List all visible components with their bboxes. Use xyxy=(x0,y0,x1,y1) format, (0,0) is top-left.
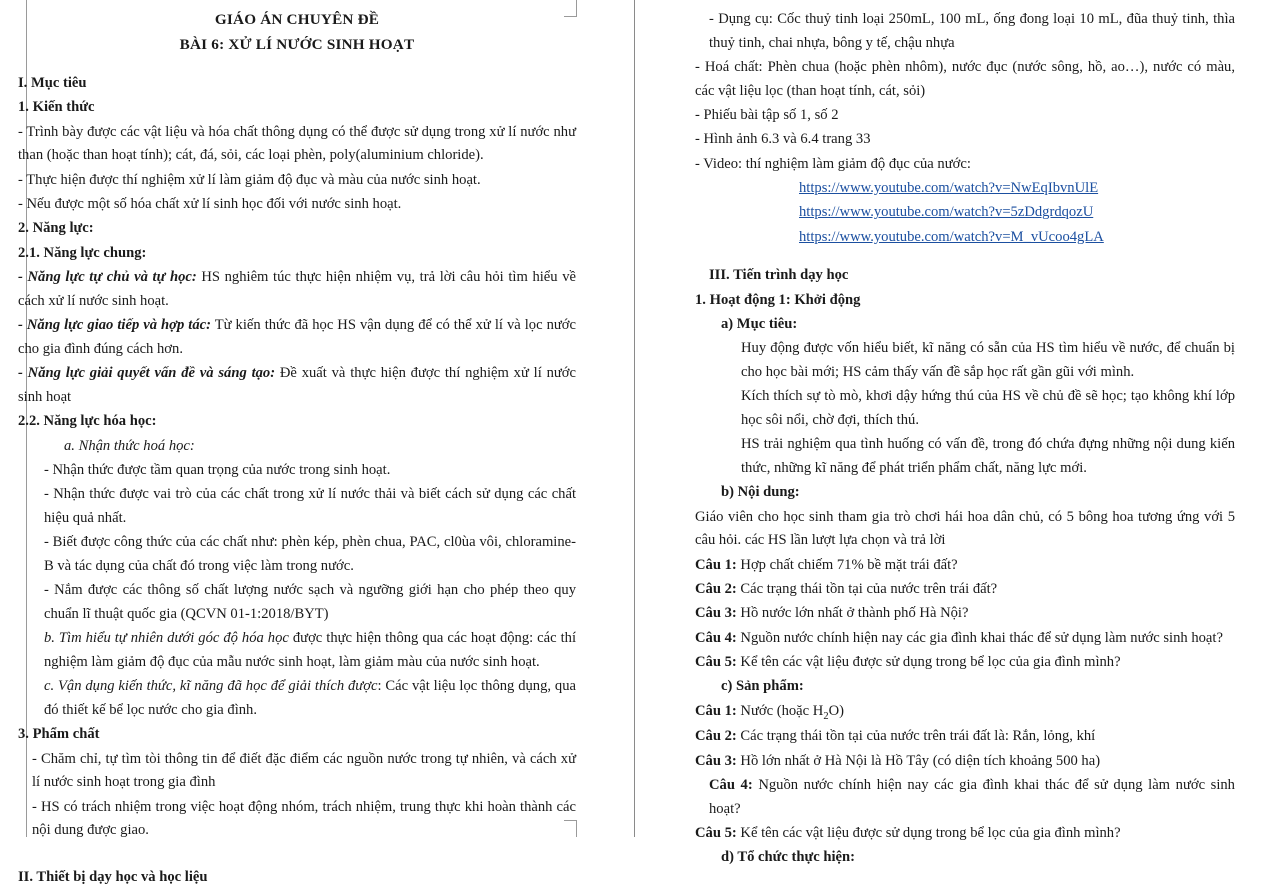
lead-van-dung-kien-thuc: c. Vận dụng kiến thức, kĩ năng đã học để giải thích được xyxy=(44,678,378,695)
para-kien-thuc-3: - Nếu được một số hóa chất xử lí sinh học đối với nước sinh hoạt. xyxy=(18,196,402,213)
para-pham-chat-1: - Chăm chỉ, tự tìm tòi thông tin để điết đặc điểm các nguồn nước trong tự nhiên, và cách xử lí nước sinh hoạt trong gia đình xyxy=(32,750,576,791)
question-4-label: Câu 4: xyxy=(695,629,737,646)
answer-2-label: Câu 2: xyxy=(695,728,737,745)
heading-noi-dung-b: b) Nội dung: xyxy=(721,484,800,501)
para-kien-thuc-2: - Thực hiện được thí nghiệm xử lí làm giảm độ đục và màu của nước sinh hoạt. xyxy=(18,171,481,188)
heading-thiet-bi-day-hoc: II. Thiết bị dạy học và học liệu xyxy=(18,868,208,885)
heading-nang-luc-hoa-hoc: 2.2. Năng lực hóa học: xyxy=(18,413,157,430)
question-1-label: Câu 1: xyxy=(695,556,737,573)
question-5 xyxy=(695,651,1235,675)
para-nang-luc-tu-chu xyxy=(18,266,576,313)
answer-3-label: Câu 3: xyxy=(695,752,737,769)
right-page-column xyxy=(634,0,1265,866)
heading-nang-luc-chung: 2.1. Năng lực chung: xyxy=(18,244,147,261)
video-link-2-row xyxy=(695,201,1235,225)
lead-nang-luc-giao-tiep: - Năng lực giao tiếp và hợp tác: xyxy=(18,317,211,334)
para-nhan-thuc-1: - Nhận thức được tầm quan trọng của nước trong sinh hoạt. xyxy=(44,461,391,478)
question-4 xyxy=(695,627,1235,651)
answer-1-text: Nước (hoặc H xyxy=(736,702,824,719)
video-link-3[interactable]: https://www.youtube.com/watch?v=M_vUcoo4gLA xyxy=(799,228,1104,245)
answer-2 xyxy=(695,725,1235,749)
answer-3 xyxy=(695,750,1235,774)
para-hoa-chat: - Hoá chất: Phèn chua (hoặc phèn nhôm), nước đục (nước sông, hồ, ao…), nước có màu, các vật liệu lọc (than hoạt tính, cát, sỏi) xyxy=(695,59,1235,99)
rest-nang-luc-giao-tiep: Từ kiến thức đã học HS vận dụng để có thể xử lí và lọc nước cho gia đình đúng cách hơn. xyxy=(18,317,576,357)
para-noi-dung-1: Giáo viên cho học sinh tham gia trò chơi hái hoa dân chủ, có 5 bông hoa tương ứng với 5 câu hỏi. các HS lần lượt lựa chọn và trả lời xyxy=(695,508,1235,549)
question-2-text: Các trạng thái tồn tại của nước trên trái đất? xyxy=(736,580,998,597)
video-link-1[interactable]: https://www.youtube.com/watch?v=NwEqIbvnUlE xyxy=(799,180,1099,197)
heading-muc-tieu-a: a) Mục tiêu: xyxy=(721,315,798,332)
para-van-dung-kien-thuc xyxy=(18,675,576,722)
answer-1-sub: 2 xyxy=(823,710,829,722)
answer-4-label: Câu 4: xyxy=(709,777,753,794)
para-hinh-anh: - Hình ảnh 6.3 và 6.4 trang 33 xyxy=(695,131,871,148)
answer-1-tail: O) xyxy=(828,702,844,719)
para-kien-thuc-1: - Trình bày được các vật liệu và hóa chất thông dụng có thể được sử dụng trong xử lí nước như than (hoặc than hoạt tính); cát, đá, sỏi, các loại phèn, poly(aluminium chloride). xyxy=(18,123,576,164)
question-2 xyxy=(695,578,1235,602)
left-column-spacer xyxy=(18,844,576,866)
para-muc-tieu-1: Huy động được vốn hiểu biết, kĩ năng có sẵn của HS tìm hiểu về nước, để chuẩn bị cho học bài mới; HS cảm thấy vấn đề sắp học rất gần gũi với mình. xyxy=(741,340,1235,380)
heading-nhan-thuc-hoa-hoc: a. Nhận thức hoá học: xyxy=(64,437,195,454)
title-line-2: BÀI 6: XỬ LÍ NƯỚC SINH HOẠT xyxy=(179,36,415,54)
rest-tim-hieu-tu-nhien: được thực hiện thông qua các hoạt động: các thí nghiệm làm giảm độ đục của mẫu nước sinh hoạt, làm giảm màu của nước sinh hoạt. xyxy=(44,630,577,670)
para-nhan-thuc-2: - Nhận thức được vai trò của các chất trong xử lí nước thải và biết cách sử dụng các chất hiệu quả nhất. xyxy=(44,486,576,526)
question-1-text: Hợp chất chiếm 71% bề mặt trái đất? xyxy=(736,556,958,573)
para-nang-luc-giai-quyet xyxy=(18,362,576,409)
video-link-2[interactable]: https://www.youtube.com/watch?v=5zDdgrdqozU xyxy=(799,204,1094,221)
lead-tim-hieu-tu-nhien: b. Tìm hiểu tự nhiên dưới góc độ hóa học xyxy=(44,630,289,647)
question-4-text: Nguồn nước chính hiện nay các gia đình khai thác để sử dụng làm nước sinh hoạt? xyxy=(736,629,1223,646)
question-5-label: Câu 5: xyxy=(695,654,737,671)
lead-nang-luc-giai-quyet: - Năng lực giải quyết vấn đề và sáng tạo: xyxy=(18,365,276,382)
para-dung-cu: - Dụng cụ: Cốc thuỷ tinh loại 250mL, 100 mL, ống đong loại 10 mL, đũa thuỷ tinh, thìa thuỷ tinh, chai nhựa, bông y tế, chậu nhựa xyxy=(709,11,1235,51)
answer-1-label: Câu 1: xyxy=(695,702,737,719)
rest-van-dung-kien-thuc: : Các vật liệu lọc thông dụng, qua đó thiết kế bể lọc nước cho gia đình. xyxy=(44,678,576,718)
right-column-spacer xyxy=(695,250,1235,264)
heading-nang-luc: 2. Năng lực: xyxy=(18,220,94,237)
title-line-1: GIÁO ÁN CHUYÊN ĐỀ xyxy=(214,11,380,28)
heading-to-chuc-thuc-hien: d) Tổ chức thực hiện: xyxy=(721,849,856,866)
answer-2-text: Các trạng thái tồn tại của nước trên trái đất là: Rắn, lỏng, khí xyxy=(736,728,1096,745)
question-2-label: Câu 2: xyxy=(695,580,737,597)
document-title xyxy=(18,8,576,58)
heading-pham-chat: 3. Phẩm chất xyxy=(18,726,100,743)
para-pham-chat-2: - HS có trách nhiệm trong việc hoạt động nhóm, trách nhiệm, trung thực khi hoàn thành các nội dung được giao. xyxy=(32,798,576,839)
para-nhan-thuc-4: - Nắm được các thông số chất lượng nước sạch và ngưỡng giới hạn cho phép theo quy chuẩn lĩ thuật quốc gia (QCVN 01-1:2018/BYT) xyxy=(44,582,576,622)
answer-5-text: Kể tên các vật liệu được sử dụng trong bể lọc của gia đình mình? xyxy=(736,825,1121,842)
heading-kien-thuc: 1. Kiến thức xyxy=(18,99,95,116)
para-nhan-thuc-3: - Biết được công thức của các chất như: phèn kép, phèn chua, PAC, cl0ùa vôi, chloramine-B và tác dụng của chất đó trong việc làm trong nước. xyxy=(44,534,576,574)
rest-nang-luc-giai-quyet: Đề xuất và thực hiện được thí nghiệm xử lí nước sinh hoạt xyxy=(18,365,576,405)
heading-san-pham-c: c) Sản phẩm: xyxy=(721,678,804,695)
answer-5 xyxy=(695,822,1235,846)
left-page-column xyxy=(0,0,634,885)
video-link-1-row xyxy=(695,177,1235,201)
heading-tien-trinh-day-hoc: III. Tiến trình dạy học xyxy=(709,267,849,284)
heading-hoat-dong-1: 1. Hoạt động 1: Khởi động xyxy=(695,291,861,308)
para-tim-hieu-tu-nhien xyxy=(18,627,576,674)
heading-muc-tieu: I. Mục tiêu xyxy=(18,75,87,91)
question-1 xyxy=(695,554,1235,578)
para-phieu-bai-tap: - Phiếu bài tập số 1, số 2 xyxy=(695,107,839,123)
para-muc-tieu-2: Kích thích sự tò mò, khơi dậy hứng thú của HS về chủ đề sẽ học; tạo không khí lớp học sôi nổi, chờ đợi, thích thú. xyxy=(741,388,1235,428)
para-muc-tieu-3: HS trải nghiệm qua tình huống có vấn đề, trong đó chứa đựng những nội dung kiến thức, những kĩ năng để phát triển phẩm chất, năng lực mới. xyxy=(741,436,1235,476)
lead-nang-luc-tu-chu: - Năng lực tự chủ và tự học: xyxy=(18,269,197,286)
question-3-text: Hồ nước lớn nhất ở thành phố Hà Nội? xyxy=(736,605,969,622)
question-3-label: Câu 3: xyxy=(695,605,737,622)
answer-4 xyxy=(695,774,1235,821)
para-nang-luc-giao-tiep xyxy=(18,314,576,361)
video-link-3-row xyxy=(695,226,1235,250)
answer-3-text: Hồ lớn nhất ở Hà Nội là Hồ Tây (có diện tích khoảng 500 ha) xyxy=(736,752,1101,769)
rest-nang-luc-tu-chu: HS nghiêm túc thực hiện nhiệm vụ, trả lời câu hỏi tìm hiểu về cách xử lí nước sinh hoạt. xyxy=(18,269,576,309)
answer-4-text: Nguồn nước chính hiện nay các gia đình khai thác để sử dụng làm nước sinh hoạt? xyxy=(709,777,1235,817)
para-video: - Video: thí nghiệm làm giảm độ đục của nước: xyxy=(695,155,971,172)
answer-5-label: Câu 5: xyxy=(695,825,737,842)
question-5-text: Kể tên các vật liệu được sử dụng trong bể lọc của gia đình mình? xyxy=(736,654,1121,671)
answer-1 xyxy=(695,700,1235,725)
question-3 xyxy=(695,602,1235,626)
